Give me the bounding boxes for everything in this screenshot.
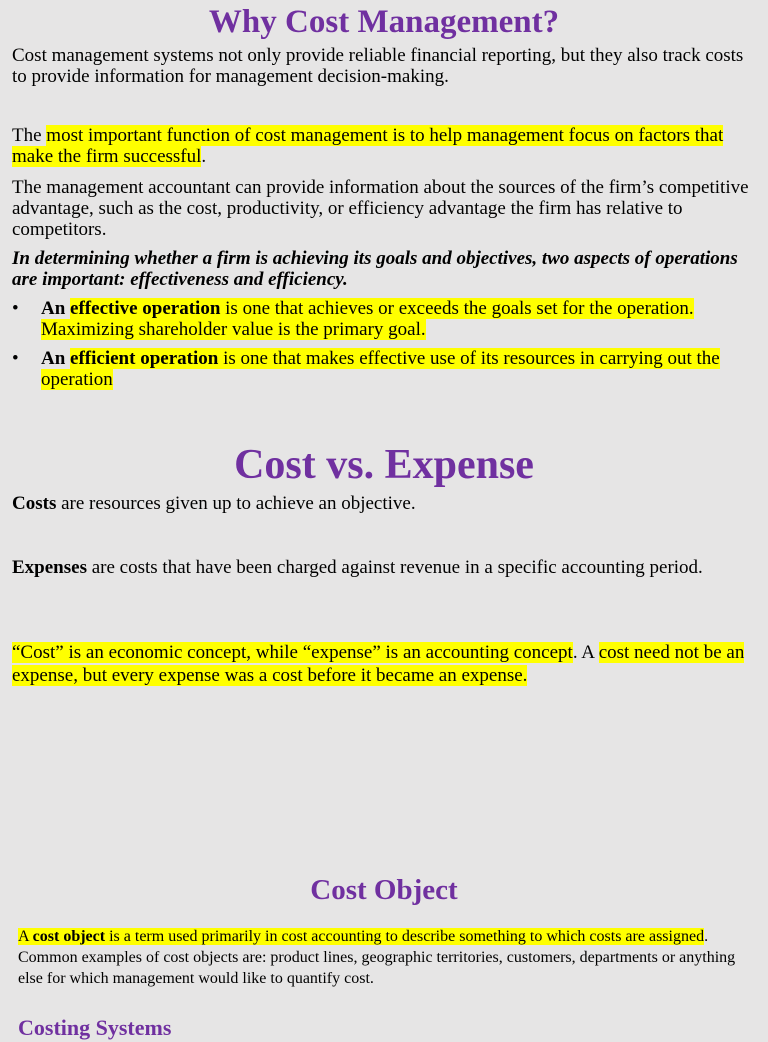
text-run: is one that achieves or exceeds the goals set for the operation. Maximizing shareholder value is the primary goal. bbox=[41, 298, 694, 340]
text-run: is a term used primarily in cost accounting to describe something to which costs are assigned bbox=[105, 928, 705, 945]
text-run: An bbox=[41, 348, 71, 369]
list-item-effective-operation bbox=[12, 298, 760, 340]
bullet-list bbox=[12, 298, 760, 398]
bullet-icon: • bbox=[12, 348, 19, 369]
text-run: A bbox=[18, 928, 33, 945]
paragraph-management-accountant: The management accountant can provide information about the sources of the firm’s competitive advantage, such as the cost, productivity, or efficiency advantage the firm has relative to competitors. bbox=[12, 177, 749, 240]
heading-cost-vs-expense: Cost vs. Expense bbox=[234, 442, 534, 488]
paragraph-most-important-function bbox=[12, 125, 760, 167]
highlighted-text: “Cost” is an economic concept, while “expense” is an accounting concept bbox=[12, 642, 573, 663]
paragraph-goals-objectives: In determining whether a firm is achieving its goals and objectives, two aspects of operations are important: effectiveness and efficiency. bbox=[12, 248, 738, 290]
term-effective-operation: effective operation bbox=[70, 298, 221, 319]
text-run: . A bbox=[572, 642, 599, 663]
paragraph-cost-vs-expense-concept bbox=[12, 641, 760, 687]
heading-costing-systems: Costing Systems bbox=[18, 1015, 172, 1040]
paragraph-costs-definition bbox=[12, 492, 760, 515]
highlighted-text: cost need not be an expense, but every expense was a cost before it became an expense. bbox=[12, 642, 745, 686]
paragraph-cost-management-systems: Cost management systems not only provide reliable financial reporting, but they also track costs to provide information for management decision-making. bbox=[12, 45, 744, 87]
term-cost-object: cost object bbox=[32, 928, 106, 945]
text-run: . bbox=[201, 146, 207, 167]
list-item-efficient-operation bbox=[12, 348, 760, 390]
text-run: are resources given up to achieve an objective. bbox=[56, 493, 416, 514]
text-run: . Common examples of cost objects are: product lines, geographic territories, customers, departments or anything else for which management would like to quantify cost. bbox=[18, 928, 736, 987]
text-run: The bbox=[12, 125, 47, 146]
term-expenses: Expenses bbox=[12, 557, 87, 578]
text-run: An bbox=[41, 298, 71, 319]
heading-why-cost-management: Why Cost Management? bbox=[208, 4, 560, 40]
term-efficient-operation: efficient operation bbox=[70, 348, 219, 369]
paragraph-cost-object-definition bbox=[18, 926, 758, 989]
heading-cost-object: Cost Object bbox=[310, 874, 458, 906]
text-run: are costs that have been charged against revenue in a specific accounting period. bbox=[86, 557, 703, 578]
term-costs: Costs bbox=[12, 493, 57, 514]
paragraph-expenses-definition bbox=[12, 556, 760, 579]
highlighted-text: most important function of cost management is to help management focus on factors that make the firm successful bbox=[12, 125, 724, 167]
text-run: is one that makes effective use of its resources in carrying out the operation bbox=[41, 348, 720, 390]
bullet-icon: • bbox=[12, 298, 19, 319]
